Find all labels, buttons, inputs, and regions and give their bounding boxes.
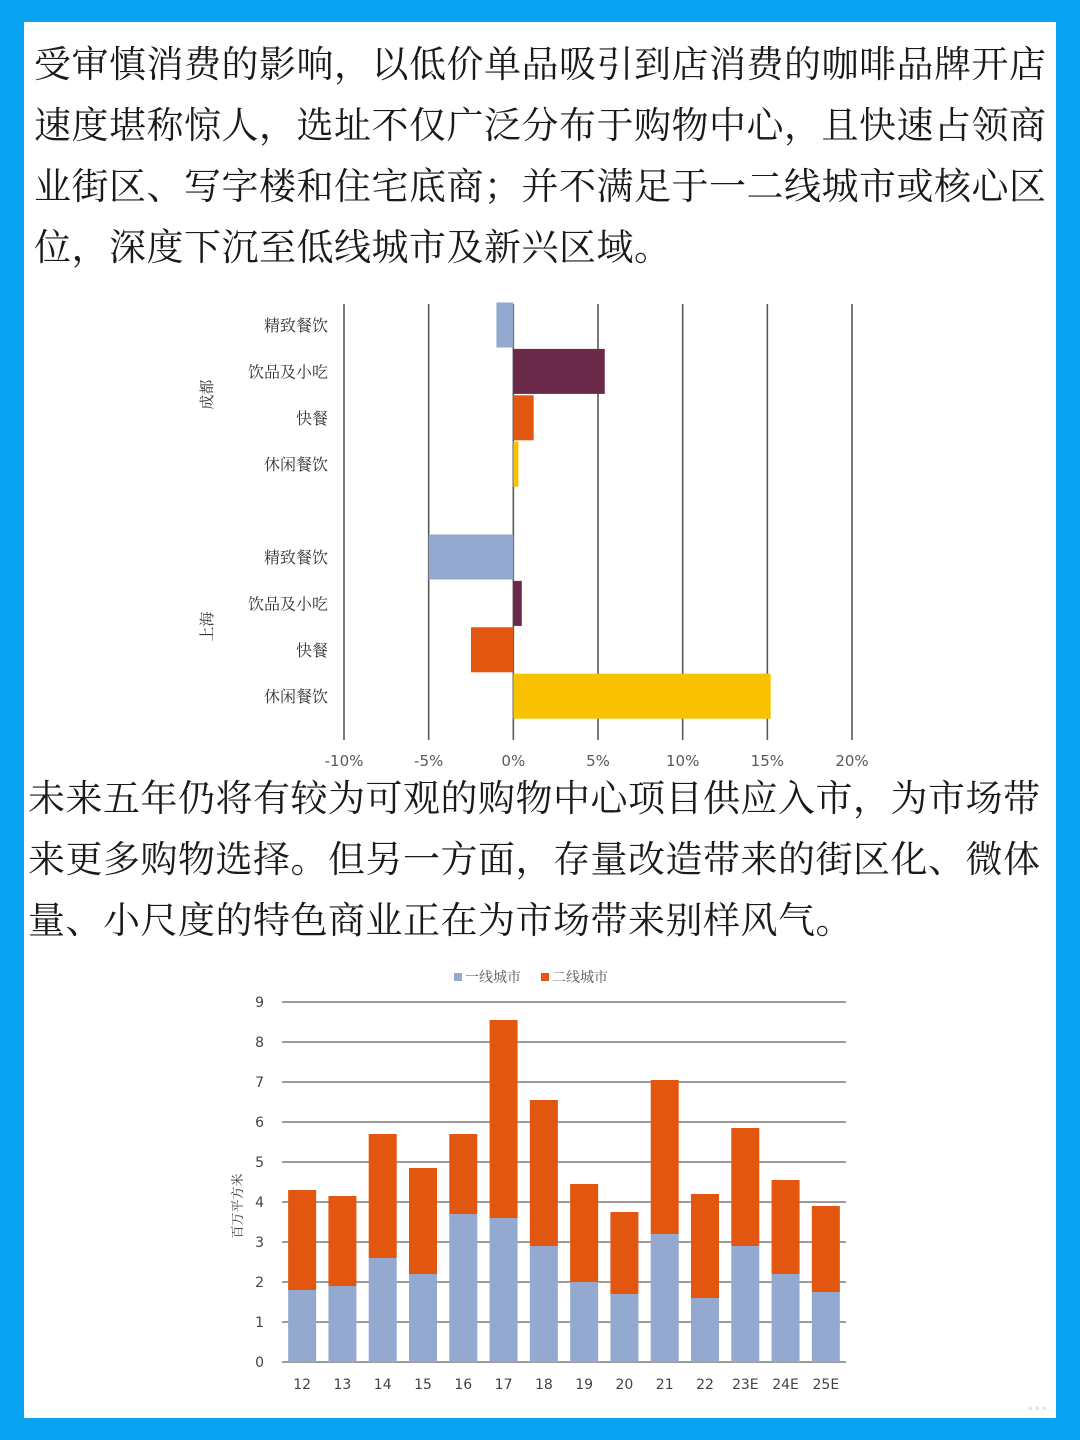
bar: [513, 349, 604, 394]
bar-segment: [369, 1134, 397, 1258]
x-tick-label: 19: [575, 1377, 594, 1393]
category-label: 休闲餐饮: [263, 687, 328, 707]
bar-segment: [812, 1292, 840, 1362]
bar-segment: [731, 1128, 759, 1246]
x-tick-label: -5%: [414, 752, 444, 770]
x-tick-label: 22: [696, 1377, 714, 1393]
bar-segment: [651, 1234, 679, 1362]
bar: [496, 303, 513, 348]
x-tick-label: 24E: [772, 1377, 799, 1393]
bar-segment: [610, 1212, 638, 1294]
bar-segment: [490, 1218, 518, 1362]
y-tick-label: 5: [255, 1155, 264, 1171]
intro-paragraph: 受审慎消费的影响，以低价单品吸引到店消费的咖啡品牌开店速度堪称惊人，选址不仅广泛分布于购物中心，且快速占领商业街区、写字楼和住宅底商；并不满足于一二线城市或核心区位，深度下沉至低线城市及新兴区域。: [34, 43, 1047, 269]
category-label: 快餐: [295, 408, 328, 428]
bar: [513, 395, 533, 440]
x-tick-label: 20: [615, 1377, 634, 1393]
y-tick-label: 3: [255, 1235, 264, 1251]
bar: [471, 627, 513, 672]
bar: [513, 581, 521, 626]
x-tick-label: 21: [655, 1377, 674, 1393]
bar-segment: [449, 1134, 477, 1214]
x-tick-label: 25E: [812, 1377, 840, 1393]
watermark: •••: [1026, 1402, 1048, 1416]
y-tick-label: 9: [255, 995, 264, 1011]
category-label: 饮品及小吃: [247, 362, 328, 382]
bar: [513, 674, 770, 719]
x-tick-label: 15%: [750, 752, 785, 770]
bar-segment: [490, 1020, 518, 1218]
legend-label: 二线城市: [552, 970, 608, 986]
bar-segment: [409, 1274, 437, 1362]
content-card: [24, 22, 1056, 1418]
bar-segment: [610, 1294, 638, 1362]
bar-segment: [772, 1180, 800, 1274]
x-tick-label: 16: [454, 1377, 473, 1393]
category-label: 饮品及小吃: [247, 594, 328, 614]
bar-segment: [812, 1206, 840, 1292]
bar-segment: [731, 1246, 759, 1362]
x-tick-label: 10%: [665, 752, 700, 770]
group-label: 成都: [198, 379, 216, 410]
bar-segment: [449, 1214, 477, 1362]
y-tick-label: 2: [255, 1275, 264, 1291]
legend-swatch: [454, 973, 462, 981]
x-tick-label: 12: [293, 1377, 312, 1393]
bar-segment: [328, 1286, 356, 1362]
y-tick-label: 4: [255, 1195, 264, 1211]
y-tick-label: 1: [255, 1315, 264, 1331]
y-tick-label: 8: [255, 1035, 264, 1051]
outro-paragraph: 未来五年仍将有较为可观的购物中心项目供应入市，为市场带来更多购物选择。但另一方面，存量改造带来的街区化、微体量、小尺度的特色商业正在为市场带来别样风气。: [28, 777, 1041, 942]
bar: [513, 442, 518, 487]
bar: [429, 535, 514, 580]
x-tick-label: -10%: [324, 752, 364, 770]
bar-segment: [288, 1190, 316, 1290]
x-tick-label: 0%: [501, 752, 526, 770]
bar-segment: [530, 1246, 558, 1362]
restaurant-growth-chart: [24, 292, 1056, 772]
bar-segment: [651, 1080, 679, 1234]
legend-swatch: [541, 973, 549, 981]
category-label: 精致餐饮: [263, 316, 328, 335]
y-axis-label: 百万平方米: [231, 1173, 246, 1239]
category-label: 快餐: [295, 640, 328, 660]
bar-segment: [369, 1258, 397, 1362]
bar-segment: [570, 1184, 598, 1282]
y-tick-label: 7: [255, 1075, 264, 1091]
x-tick-label: 13: [333, 1377, 352, 1393]
category-label: 精致餐饮: [263, 548, 328, 567]
x-tick-label: 18: [534, 1377, 553, 1393]
x-tick-label: 20%: [835, 752, 869, 770]
bar-segment: [288, 1290, 316, 1362]
group-label: 上海: [198, 611, 216, 642]
bar-segment: [772, 1274, 800, 1362]
y-tick-label: 0: [255, 1355, 264, 1371]
x-tick-label: 14: [373, 1377, 392, 1393]
y-tick-label: 6: [255, 1115, 264, 1131]
mall-supply-chart: [24, 960, 1056, 1400]
x-tick-label: 23E: [731, 1377, 759, 1393]
bar-segment: [691, 1298, 719, 1362]
x-tick-label: 5%: [586, 752, 610, 770]
bar-segment: [409, 1168, 437, 1274]
bar-segment: [530, 1100, 558, 1246]
x-tick-label: 17: [494, 1377, 513, 1393]
bar-segment: [328, 1196, 356, 1286]
legend-label: 一线城市: [465, 970, 521, 986]
bar-segment: [691, 1194, 719, 1298]
x-tick-label: 15: [414, 1377, 432, 1393]
bar-segment: [570, 1282, 598, 1362]
category-label: 休闲餐饮: [263, 455, 328, 475]
